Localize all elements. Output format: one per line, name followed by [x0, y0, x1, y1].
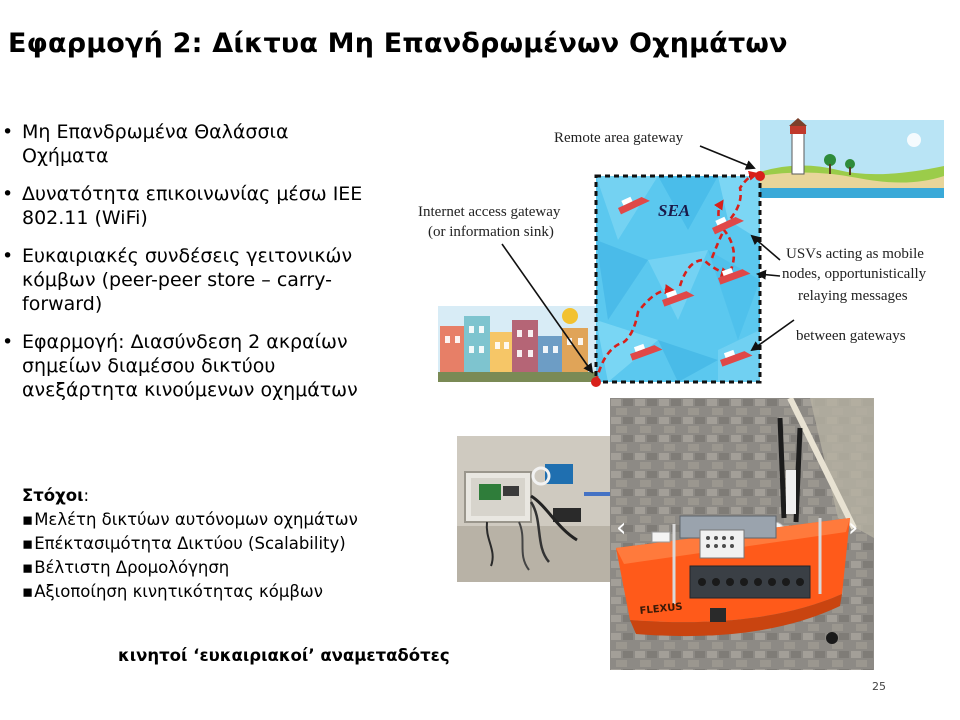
usv-label-line: relaying messages — [798, 288, 908, 304]
lighthouse-scene — [760, 118, 944, 198]
internet-gateway-label-line: (or information sink) — [428, 224, 554, 240]
bullet-line: 802.11 (WiFi) — [22, 207, 148, 229]
bullet-item — [0, 244, 420, 316]
internet-gateway-marker — [591, 377, 601, 387]
town-scene — [438, 306, 602, 382]
bullet-line: • Εφαρμογή: Διασύνδεση 2 ακραίων — [22, 331, 348, 353]
bullet-line: • Δυνατότητα επικοινωνίας μέσω ΙΕΕ — [22, 183, 363, 205]
goals-heading: Στόχοι: — [22, 486, 90, 505]
boat-brand-text: FLEXUS — [639, 601, 684, 617]
bullet-line: Οχήματα — [22, 145, 109, 167]
usv-network-diagram — [418, 110, 954, 400]
bullet-item — [0, 120, 420, 168]
next-photo-button[interactable]: › — [848, 513, 859, 543]
remote-gateway-label: Remote area gateway — [554, 130, 684, 146]
bullet-line: κόμβων (peer-peer store – carry- — [22, 269, 332, 291]
bullet-item — [0, 330, 420, 402]
bullet-line: • Ευκαιριακές συνδέσεις γειτονικών — [22, 245, 353, 267]
usv-label-line: USVs acting as mobile — [786, 246, 924, 262]
remote-gateway-marker — [755, 171, 765, 181]
bullet-line: • Μη Επανδρωμένα Θαλάσσια — [22, 121, 289, 143]
bullet-line: ανεξάρτητα κινούμενων οχημάτων — [22, 379, 358, 401]
goal-item: ▪ Επέκτασιμότητα Δικτύου (Scalability) — [22, 532, 442, 556]
usv-label-line: between gateways — [796, 328, 906, 344]
usv-label-line: nodes, opportunistically — [782, 266, 927, 282]
goal-item: ▪ Βέλτιστη Δρομολόγηση — [22, 556, 442, 580]
bullet-list — [0, 120, 420, 416]
internet-gateway-label-line: Internet access gateway — [418, 204, 561, 220]
caption: κινητοί ‘ευκαιριακοί’ αναμεταδότες — [118, 646, 450, 665]
bullet-line: σημείων διαμέσου δικτύου — [22, 355, 276, 377]
goals-block — [22, 484, 442, 604]
page-number: 25 — [872, 680, 886, 693]
goal-item: ▪ Μελέτη δικτύων αυτόνομων οχημάτων — [22, 508, 442, 532]
goal-item: ▪ Αξιοποίηση κινητικότητας κόμβων — [22, 580, 442, 604]
prev-photo-button[interactable]: ‹ — [616, 513, 627, 543]
bullet-line: forward) — [22, 293, 103, 315]
sea-label: SEA — [658, 201, 691, 220]
page-title: Εφαρμογή 2: Δίκτυα Μη Επανδρωμένων Οχημάτων — [8, 28, 788, 59]
usv-boat-photo — [610, 398, 874, 670]
bullet-item — [0, 182, 420, 230]
